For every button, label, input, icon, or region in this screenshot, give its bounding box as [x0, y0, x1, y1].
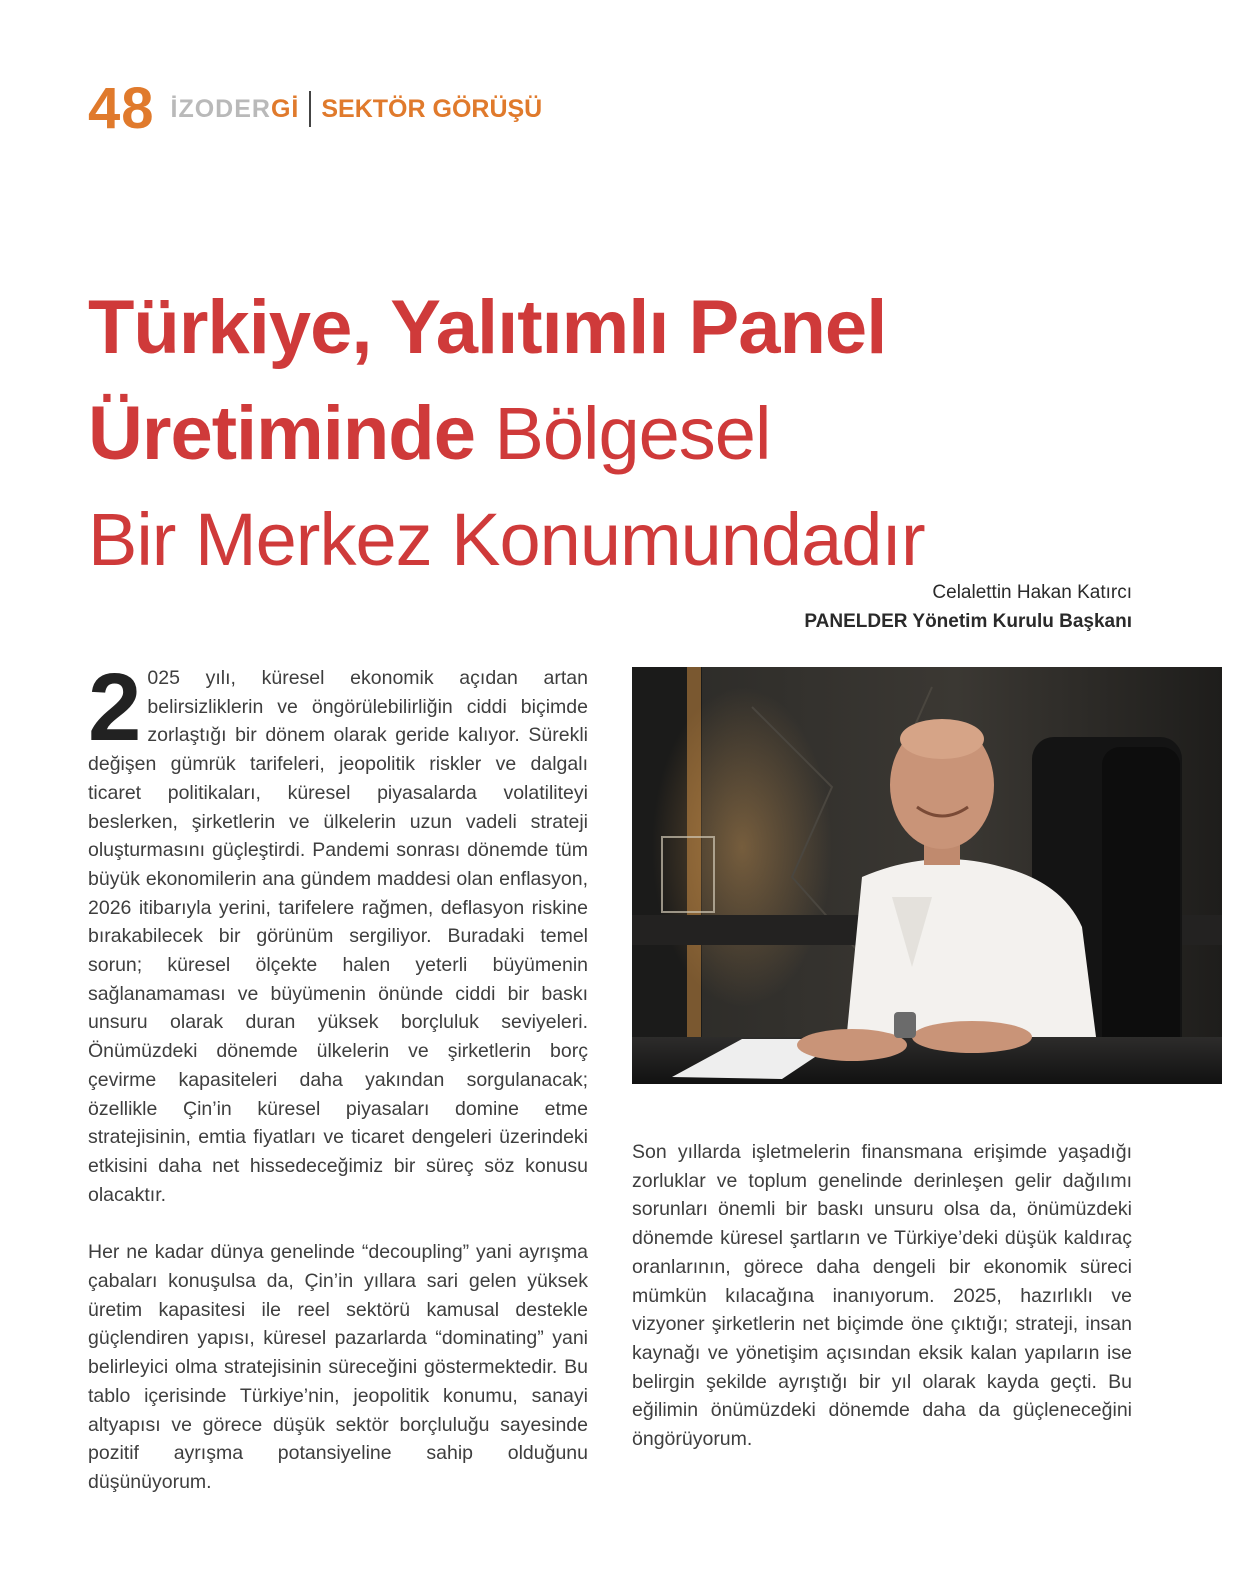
magazine-name	[171, 95, 300, 124]
article-paragraph-1	[88, 654, 588, 1209]
title-line-2-bold: Üretiminde	[88, 391, 475, 476]
drop-cap: 2	[88, 654, 142, 761]
title-line-3: Bir Merkez Konumundadır	[88, 498, 925, 581]
author-photo	[632, 667, 1222, 1084]
article-title	[88, 282, 1168, 600]
title-line-1: Türkiye, Yalıtımlı Panel	[88, 285, 887, 370]
portrait-illustration	[632, 667, 1222, 1084]
magazine-name-suffix: Gİ	[270, 94, 300, 123]
page-header	[88, 76, 543, 141]
title-line-2-light: Bölgesel	[474, 392, 771, 475]
article-column-left	[88, 654, 588, 1497]
author-byline	[804, 578, 1132, 636]
author-name: Celalettin Hakan Katırcı	[932, 582, 1132, 603]
article-paragraph-3: Son yıllarda işletmelerin finansmana erişimde yaşadığı zorluklar ve toplum genelinde derinleşen gelir dağılımı sorunları önemli bir baskı unsuru olsa da, önümüzdeki dönemde küresel şartların ve Türkiye’deki düşük kaldıraç oranlarının, görece daha dengeli bir ekonomik süreci mümkün kılacağına inanıyorum. 2025, hazırlıklı ve vizyoner şirketlerin net biçimde öne çıktığı; strateji, insan kaynağı ve yönetişim açısından eksik kalan yapıların ise belirgin şekilde ayrıştığı bir yıl olarak kayda geçti. Bu eğilimin önümüzdeki dönemde daha da güçleneceğini öngörüyorum.	[632, 1141, 1132, 1451]
magazine-name-prefix: İZODER	[170, 94, 271, 123]
page-number: 48	[88, 76, 155, 141]
author-role: PANELDER Yönetim Kurulu Başkanı	[804, 611, 1132, 632]
paragraph-1-text: 025 yılı, küresel ekonomik açıdan artan belirsizliklerin ve öngörülebilirliğin ciddi biçimde zorlaştığı bir dönem olarak geride kalıyor. Sürekli değişen gümrük tarifeleri, jeopolitik riskler ve dalgalı ticaret politikaları, küresel piyasalarda volatiliteyi beslerken, şirketlerin ve ülkelerin uzun vadeli strateji oluşturmasını güçleştirdi. Pandemi sonrası dönemde tüm büyük ekonomilerin ana gündem maddesi olan enflasyon, 2026 itibarıyla yerini, tarifelere rağmen, deflasyon riskine bırakabilecek bir görünüm sergiliyor. Buradaki temel sorun; küresel ölçekte halen yeterli büyümenin sağlanamaması ve büyümenin önünde ciddi bir baskı unsuru olarak duran yüksek borçluluk seviyeleri. Önümüzdeki dönemde ülkelerin ve şirketlerin borç çevirme kapasiteleri daha yakından sorgulanacak; özellikle Çin’in küresel piyasaları domine etme stratejisinin, emtia fiyatları ve ticaret dengeleri üzerindeki etkisini daha net hissedeceğimiz bir süreç söz konusu olacaktır.	[88, 667, 588, 1206]
section-label: SEKTÖR GÖRÜŞÜ	[321, 94, 543, 123]
header-divider	[309, 91, 311, 127]
article-column-right	[632, 1138, 1132, 1454]
article-paragraph-2: Her ne kadar dünya genelinde “decoupling” yani ayrışma çabaları konuşulsa da, Çin’in yıllara sari gelen yüksek üretim kapasitesi ile reel sektörü kamusal destekle güçlendiren yapısı, küresel pazarlarda “dominating” yani belirleyici olma stratejisinin süreceğini göstermektedir. Bu tablo içerisinde Türkiye’nin, jeopolitik konumu, sanayi altyapısı ve görece düşük sektör borçluluğu sayesinde pozitif ayrışma potansiyeline sahip olduğunu düşünüyorum.	[88, 1241, 588, 1493]
